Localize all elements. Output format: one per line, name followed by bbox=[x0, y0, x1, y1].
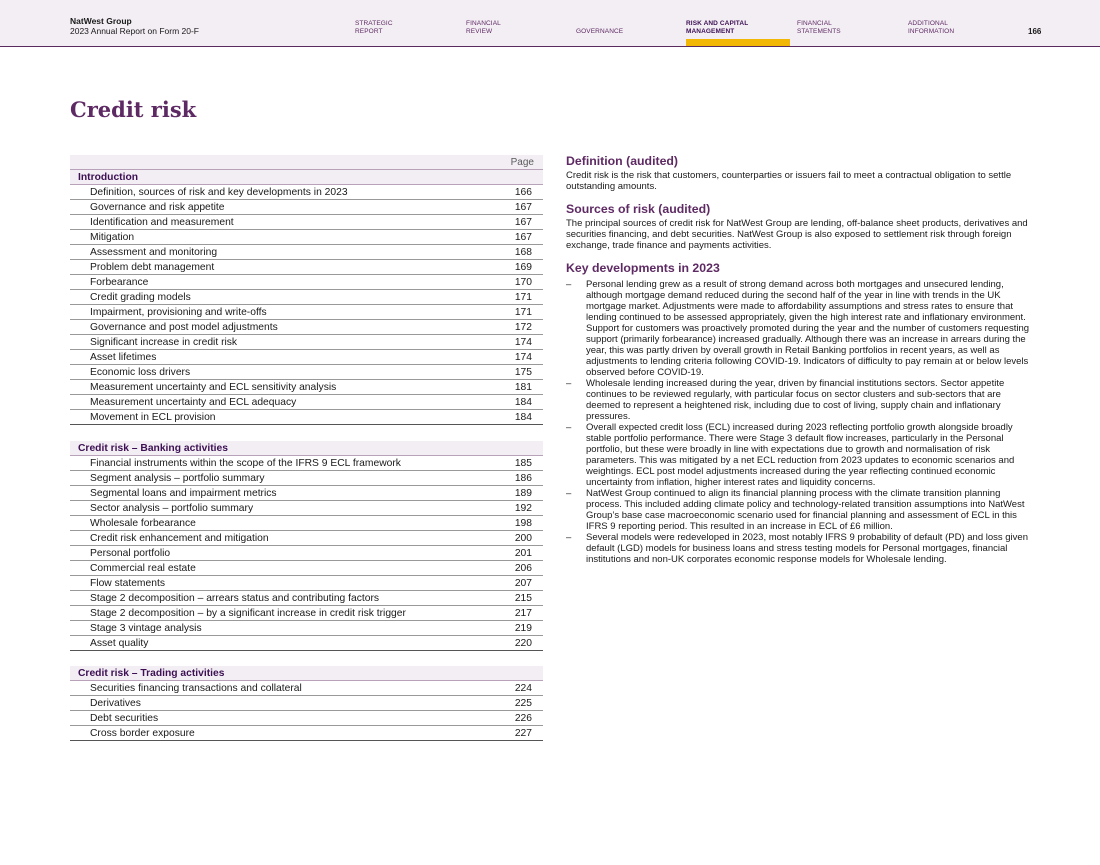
definition-text: Credit risk is the risk that customers, counterparties or issuers fail to meet a contractual obligation to settle outstanding amounts. bbox=[566, 170, 1012, 193]
toc-entry-label: Economic loss drivers bbox=[90, 367, 191, 378]
nav-label-line1: ADDITIONAL bbox=[908, 20, 949, 27]
toc-entry[interactable] bbox=[70, 230, 543, 245]
nav-financial-statements[interactable] bbox=[797, 20, 892, 36]
nav-label-line1: FINANCIAL bbox=[466, 20, 501, 27]
toc-entry[interactable] bbox=[70, 711, 543, 726]
toc-entry-label: Asset lifetimes bbox=[90, 352, 157, 363]
toc-entry-label: Credit risk enhancement and mitigation bbox=[90, 532, 269, 544]
nav-label-line1: FINANCIAL bbox=[797, 20, 832, 27]
toc-entry-page: 200 bbox=[514, 532, 532, 544]
nav-risk-and-capital-management[interactable] bbox=[686, 20, 781, 36]
toc-entry-label: Governance and risk appetite bbox=[90, 202, 225, 213]
toc-entry[interactable] bbox=[70, 350, 543, 365]
toc-entry[interactable] bbox=[70, 726, 543, 741]
toc-entry-label: Asset quality bbox=[90, 637, 149, 649]
company-name: NatWest Group bbox=[70, 16, 132, 26]
toc-section-gap bbox=[70, 651, 543, 667]
toc-entry-label: Movement in ECL provision bbox=[90, 412, 216, 423]
toc-entry[interactable] bbox=[70, 410, 543, 425]
toc-entry-page: 171 bbox=[514, 307, 532, 318]
toc-entry-label: Securities financing transactions and collateral bbox=[90, 683, 302, 695]
toc-entry-label: Sector analysis – portfolio summary bbox=[90, 502, 254, 514]
toc-entry[interactable] bbox=[70, 606, 543, 621]
toc-entry-page: 170 bbox=[514, 277, 532, 288]
bullet-dash: – bbox=[566, 378, 572, 390]
nav-label-line2: MANAGEMENT bbox=[686, 28, 735, 35]
toc-entry-page: 175 bbox=[514, 367, 532, 378]
toc-entry-label: Forbearance bbox=[90, 277, 149, 288]
nav-label-line2: REVIEW bbox=[466, 28, 493, 35]
page-number: 166 bbox=[1028, 27, 1042, 36]
toc-entry-page: 217 bbox=[514, 607, 532, 619]
toc-entry[interactable] bbox=[70, 275, 543, 290]
toc-entry-page: 186 bbox=[514, 472, 532, 484]
nav-label-line2: INFORMATION bbox=[908, 28, 955, 35]
toc-entry[interactable] bbox=[70, 621, 543, 636]
sources-heading: Sources of risk (audited) bbox=[566, 202, 711, 217]
toc-entry-page: 185 bbox=[514, 457, 532, 469]
toc-entry-label: Financial instruments within the scope of the IFRS 9 ECL framework bbox=[90, 457, 401, 469]
key-development-text: Several models were redeveloped in 2023, most notably IFRS 9 probability of default (PD) and loss given default (LGD) models for business loans and stress testing models for Personal mortgages, financial institutions and non-UK corporates economic response models for Wholesale lending. bbox=[586, 532, 1028, 566]
toc-entry-label: Derivatives bbox=[90, 698, 141, 710]
toc-entry[interactable] bbox=[70, 260, 543, 275]
toc-entry-page: 168 bbox=[514, 247, 532, 258]
page-title: Credit risk bbox=[70, 97, 197, 122]
toc-entry-label: Wholesale forbearance bbox=[90, 517, 196, 529]
nav-label-line2: GOVERNANCE bbox=[576, 28, 624, 35]
toc-entry-label: Assessment and monitoring bbox=[90, 247, 218, 258]
toc-entry-label: Governance and post model adjustments bbox=[90, 322, 278, 333]
toc-entry[interactable] bbox=[70, 380, 543, 395]
nav-label-line2: REPORT bbox=[355, 28, 383, 35]
toc-entry-page: 169 bbox=[514, 262, 532, 273]
toc-page-column-header: Page bbox=[70, 155, 543, 170]
toc-entry-page: 184 bbox=[514, 412, 532, 423]
key-development-item bbox=[566, 532, 1032, 565]
toc-entry-label: Measurement uncertainty and ECL sensitivity analysis bbox=[90, 382, 337, 393]
toc-entry[interactable] bbox=[70, 576, 543, 591]
toc-entry-page: 167 bbox=[514, 232, 532, 243]
toc-entry-label: Cross border exposure bbox=[90, 728, 195, 740]
bullet-dash: – bbox=[566, 532, 572, 544]
toc-entry-label: Debt securities bbox=[90, 713, 159, 725]
toc-entry[interactable] bbox=[70, 516, 543, 531]
key-development-text: Personal lending grew as a result of strong demand across both mortgages and unsecured lending, although mortgage demand reduced during the second half of the year in line with trends in the UK mortgage market. Adjustments were made to affordability assumptions and stress rates to ensure that lending continued to be assessed appropriately, given the high interest rate and inflationary environment. Support for customers was proactively promoted during the year and the number of customers requesting support (primarily forbearance) increased gradually. Although there was an increase in arrears during the year, this was partly driven by overall growth in Retail Banking portfolios in recent years, as well as adjustments to lending criteria following COVID-19. Indicators of difficulty to pay remain at or below levels observed before COVID-19. bbox=[586, 279, 1030, 379]
toc-entry-page: 206 bbox=[514, 562, 532, 574]
toc-entry[interactable] bbox=[70, 200, 543, 215]
key-development-text: NatWest Group continued to align its financial planning process with the climate transition planning process. This included adding climate policy and technology-related transition assumptions into NatWest Group’s base case macroeconomic scenario used for financial planning and assessment of ECL in this IFRS 9 reporting period. This resulted in an increase in ECL of £6 million. bbox=[586, 488, 1025, 533]
toc-entry-label: Mitigation bbox=[90, 232, 135, 243]
toc-entry[interactable] bbox=[70, 395, 543, 410]
toc-entry-page: 215 bbox=[514, 592, 532, 604]
toc-entry-label: Problem debt management bbox=[90, 262, 215, 273]
toc-entry-page: 219 bbox=[514, 622, 532, 634]
toc-entry-page: 227 bbox=[514, 728, 532, 740]
toc-entry-page: 198 bbox=[514, 517, 532, 529]
key-development-item bbox=[566, 279, 1032, 378]
toc-entry[interactable] bbox=[70, 471, 543, 486]
toc-entry-label: Stage 2 decomposition – arrears status and contributing factors bbox=[90, 592, 380, 604]
toc-section-heading: Credit risk – Trading activities bbox=[70, 666, 543, 681]
toc-entry-page: 166 bbox=[514, 187, 532, 198]
toc-entry[interactable] bbox=[70, 456, 543, 471]
toc-entry[interactable] bbox=[70, 290, 543, 305]
toc-entry-page: 167 bbox=[514, 217, 532, 228]
toc-entry-label: Definition, sources of risk and key developments in 2023 bbox=[90, 187, 348, 198]
toc-entry-page: 174 bbox=[514, 352, 532, 363]
toc-entry-label: Measurement uncertainty and ECL adequacy bbox=[90, 397, 297, 408]
toc-entry[interactable] bbox=[70, 546, 543, 561]
content-column bbox=[566, 153, 1032, 565]
active-tab-indicator bbox=[686, 39, 790, 46]
toc-entry[interactable] bbox=[70, 636, 543, 651]
toc-entry-page: 207 bbox=[514, 577, 532, 589]
toc-entry-page: 224 bbox=[514, 683, 532, 695]
key-development-text: Overall expected credit loss (ECL) increased during 2023 reflecting portfolio growth alongside broadly stable portfolio performance. There were Stage 3 default flow increases, particularly in the Personal portfolio, but these were broadly in line with expectations due to growth and normalisation of risk parameters. This was mitigated by a net ECL reduction from 2023 updates to economic scenarios and weightings. ECL post model adjustments increased during the year reflecting continued economic uncertainty from inflation, higher interest rates and liquidity concerns. bbox=[586, 422, 1015, 489]
table-of-contents bbox=[70, 155, 543, 741]
key-development-item bbox=[566, 488, 1032, 532]
toc-entry-page: 171 bbox=[514, 292, 532, 303]
top-navigation-bar bbox=[0, 0, 1100, 47]
toc-entry[interactable] bbox=[70, 591, 543, 606]
nav-strategic-report[interactable] bbox=[355, 20, 450, 36]
toc-entry[interactable] bbox=[70, 215, 543, 230]
toc-entry-page: 184 bbox=[514, 397, 532, 408]
toc-entry[interactable] bbox=[70, 365, 543, 380]
toc-entry-label: Identification and measurement bbox=[90, 217, 234, 228]
toc-section-heading: Introduction bbox=[70, 170, 543, 185]
sources-text: The principal sources of credit risk for NatWest Group are lending, off-balance sheet products, derivatives and securities financing, and debt securities. NatWest Group is also exposed to settlement risk through foreign exchange, trade finance and payments activities. bbox=[566, 218, 1028, 252]
toc-entry-page: 201 bbox=[514, 547, 532, 559]
toc-entry-page: 220 bbox=[514, 637, 532, 649]
toc-entry-page: 172 bbox=[514, 322, 532, 333]
toc-entry[interactable] bbox=[70, 501, 543, 516]
nav-label-line2: STATEMENTS bbox=[797, 28, 841, 35]
bullet-dash: – bbox=[566, 422, 572, 434]
toc-entry-page: 181 bbox=[514, 382, 532, 393]
toc-entry-label: Segment analysis – portfolio summary bbox=[90, 472, 265, 484]
toc-entry-label: Significant increase in credit risk bbox=[90, 337, 238, 348]
toc-entry[interactable] bbox=[70, 185, 543, 200]
bullet-dash: – bbox=[566, 279, 572, 291]
toc-entry-page: 174 bbox=[514, 337, 532, 348]
brand-block bbox=[70, 16, 199, 36]
toc-entry[interactable] bbox=[70, 305, 543, 320]
key-developments-heading: Key developments in 2023 bbox=[566, 261, 720, 276]
toc-entry-page: 192 bbox=[514, 502, 532, 514]
nav-label-line1: RISK AND CAPITAL bbox=[686, 20, 749, 27]
key-development-item bbox=[566, 378, 1032, 422]
toc-entry-label: Impairment, provisioning and write-offs bbox=[90, 307, 267, 318]
nav-label-line1: STRATEGIC bbox=[355, 20, 393, 27]
toc-entry-page: 226 bbox=[514, 713, 532, 725]
nav-label-line1 bbox=[576, 20, 671, 28]
toc-entry-label: Flow statements bbox=[90, 577, 165, 589]
nav-governance[interactable] bbox=[576, 20, 671, 36]
toc-entry-label: Stage 2 decomposition – by a significant increase in credit risk trigger bbox=[90, 607, 406, 619]
toc-entry-page: 167 bbox=[514, 202, 532, 213]
toc-entry[interactable] bbox=[70, 486, 543, 501]
toc-entry-label: Commercial real estate bbox=[90, 562, 196, 574]
toc-entry-page: 189 bbox=[514, 487, 532, 499]
key-development-item bbox=[566, 422, 1032, 488]
definition-heading: Definition (audited) bbox=[566, 154, 679, 168]
key-development-text: Wholesale lending increased during the year, driven by financial institutions sectors. Sector appetite continues to be reviewed regularly, with particular focus on sector clusters and sub-sectors that are deemed to represent a heightened risk, including due to cost of living, supply chain and inflationary pressures. bbox=[586, 378, 1005, 423]
toc-entry[interactable] bbox=[70, 561, 543, 576]
nav-financial-review[interactable] bbox=[466, 20, 561, 36]
toc-entry-page: 225 bbox=[514, 698, 532, 710]
toc-section-heading: Credit risk – Banking activities bbox=[70, 441, 543, 456]
toc-entry-label: Personal portfolio bbox=[90, 547, 171, 559]
toc-entry[interactable] bbox=[70, 696, 543, 711]
toc-entry-label: Credit grading models bbox=[90, 292, 191, 303]
report-name: 2023 Annual Report on Form 20-F bbox=[70, 26, 199, 36]
key-developments-list bbox=[566, 279, 1032, 565]
toc-entry[interactable] bbox=[70, 245, 543, 260]
bullet-dash: – bbox=[566, 488, 572, 500]
toc-entry[interactable] bbox=[70, 335, 543, 350]
toc-entry[interactable] bbox=[70, 320, 543, 335]
toc-section-gap bbox=[70, 425, 543, 441]
toc-entry-label: Segmental loans and impairment metrics bbox=[90, 487, 277, 499]
toc-entry[interactable] bbox=[70, 681, 543, 696]
nav-additional-information[interactable] bbox=[908, 20, 1003, 36]
toc-entry-label: Stage 3 vintage analysis bbox=[90, 622, 202, 634]
toc-entry[interactable] bbox=[70, 531, 543, 546]
